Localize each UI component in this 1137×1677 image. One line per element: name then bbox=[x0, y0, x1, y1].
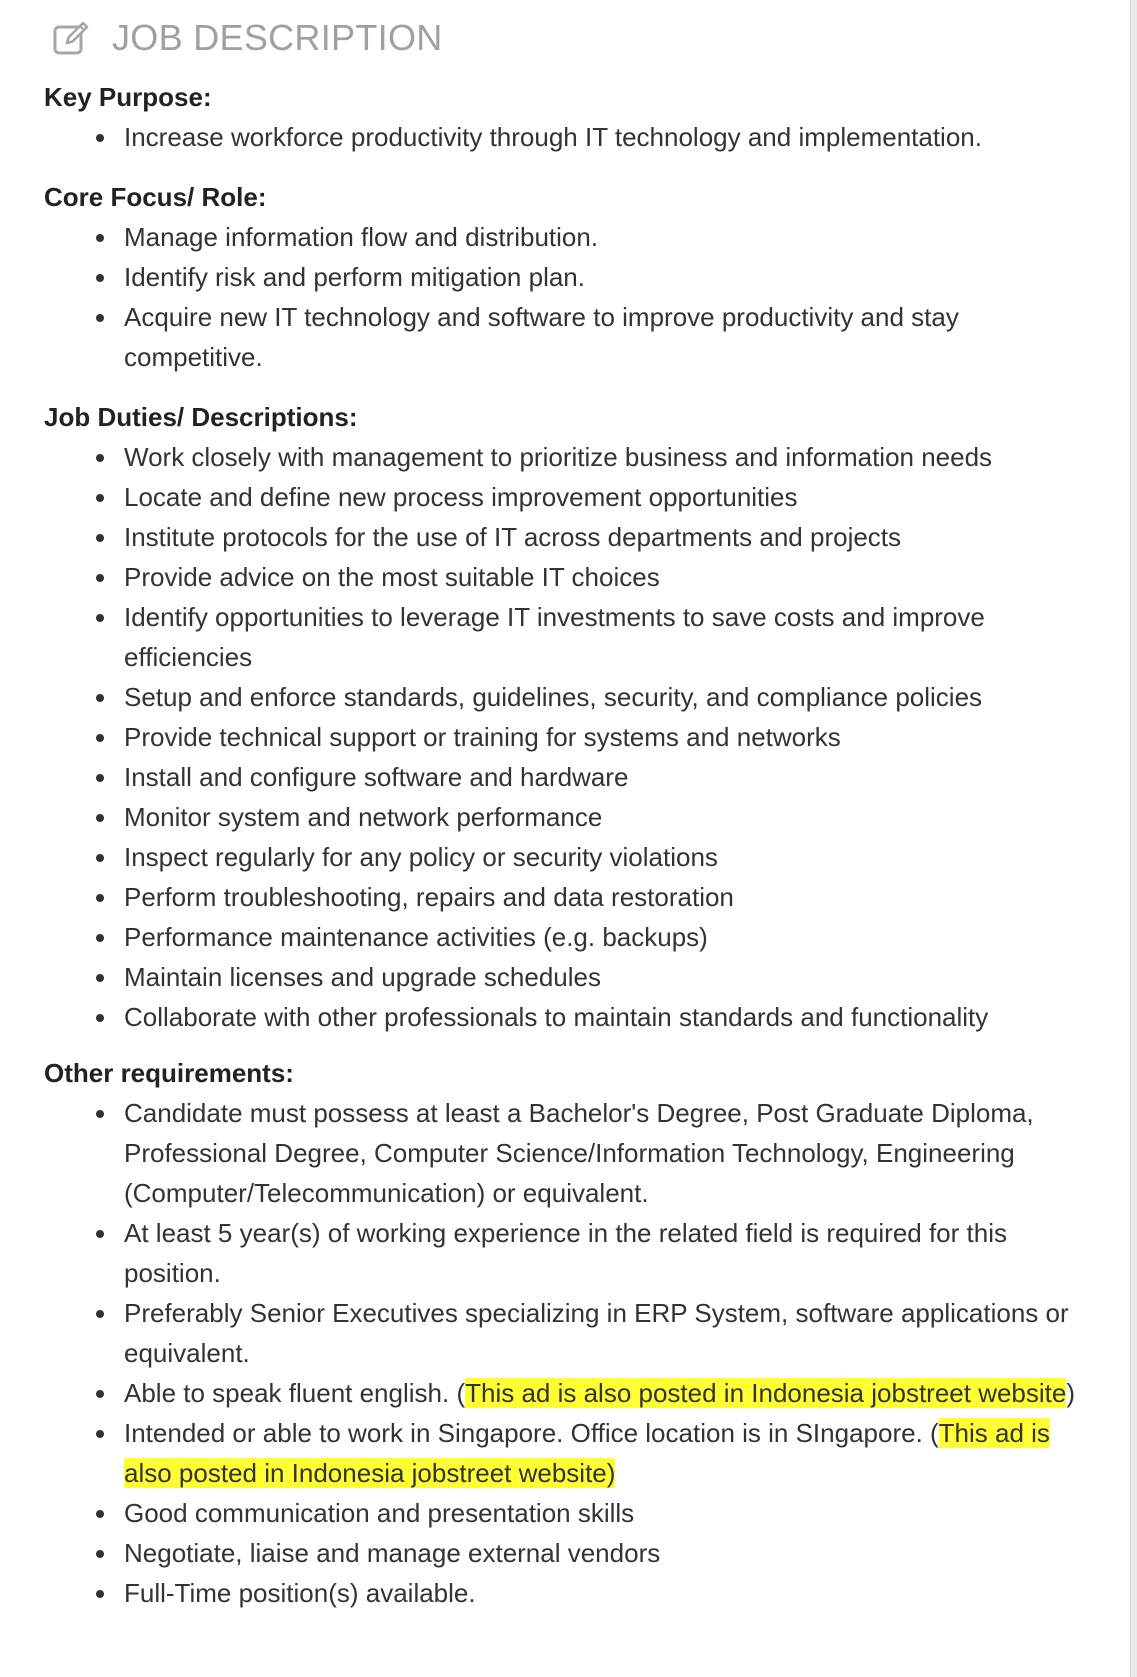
bullet-icon bbox=[96, 974, 104, 982]
list-item: Locate and define new process improvement opportunities bbox=[44, 477, 1104, 517]
bullet-list bbox=[44, 437, 1104, 1037]
bullet-icon bbox=[96, 1430, 104, 1438]
list-item-highlighted: Able to speak fluent english. (This ad is also posted in Indonesia jobstreet website) bbox=[44, 1373, 1104, 1413]
list-item: Negotiate, liaise and manage external vendors bbox=[44, 1533, 1104, 1573]
list-item: Setup and enforce standards, guidelines, security, and compliance policies bbox=[44, 677, 1104, 717]
bullet-icon bbox=[96, 274, 104, 282]
bullet-list bbox=[44, 1093, 1104, 1613]
bullet-icon bbox=[96, 1110, 104, 1118]
bullet-icon bbox=[96, 1510, 104, 1518]
bullet-list bbox=[44, 117, 1104, 157]
bullet-list bbox=[44, 217, 1104, 377]
bullet-icon bbox=[96, 1390, 104, 1398]
list-item: Identify opportunities to leverage IT investments to save costs and improve efficiencies bbox=[44, 597, 1104, 677]
section-key-purpose bbox=[44, 77, 1104, 157]
page-title: JOB DESCRIPTION bbox=[112, 17, 443, 58]
bullet-icon bbox=[96, 814, 104, 822]
list-item: At least 5 year(s) of working experience in the related field is required for this position. bbox=[44, 1213, 1104, 1293]
list-item: Performance maintenance activities (e.g. backups) bbox=[44, 917, 1104, 957]
highlighted-note: This ad is also posted in Indonesia jobstreet website) bbox=[124, 1418, 1050, 1488]
highlighted-note: This ad is also posted in Indonesia jobstreet website bbox=[465, 1378, 1067, 1408]
scrollbar-track[interactable] bbox=[1130, 0, 1137, 1677]
list-item: Good communication and presentation skills bbox=[44, 1493, 1104, 1533]
bullet-icon bbox=[96, 534, 104, 542]
bullet-icon bbox=[96, 1590, 104, 1598]
list-item: Manage information flow and distribution. bbox=[44, 217, 1104, 257]
list-item: Provide advice on the most suitable IT choices bbox=[44, 557, 1104, 597]
bullet-icon bbox=[96, 234, 104, 242]
section-heading: Job Duties/ Descriptions: bbox=[44, 402, 358, 432]
list-item: Install and configure software and hardware bbox=[44, 757, 1104, 797]
list-item: Preferably Senior Executives specializing in ERP System, software applications or equivalent. bbox=[44, 1293, 1104, 1373]
bullet-icon bbox=[96, 894, 104, 902]
list-item: Work closely with management to prioritize business and information needs bbox=[44, 437, 1104, 477]
bullet-icon bbox=[96, 454, 104, 462]
list-item: Candidate must possess at least a Bachelor's Degree, Post Graduate Diploma, Professional Degree, Computer Science/Information Technology, Engineering (Computer/Telecommunication) or equivalent. bbox=[44, 1093, 1104, 1213]
list-item: Perform troubleshooting, repairs and data restoration bbox=[44, 877, 1104, 917]
list-item: Acquire new IT technology and software to improve productivity and stay competitive. bbox=[44, 297, 1104, 377]
bullet-icon bbox=[96, 694, 104, 702]
section-job-duties bbox=[44, 397, 1104, 1037]
bullet-icon bbox=[96, 1550, 104, 1558]
list-item: Inspect regularly for any policy or security violations bbox=[44, 837, 1104, 877]
section-heading: Other requirements: bbox=[44, 1058, 294, 1088]
list-item: Provide technical support or training for systems and networks bbox=[44, 717, 1104, 757]
edit-icon bbox=[52, 19, 90, 57]
bullet-icon bbox=[96, 934, 104, 942]
bullet-icon bbox=[96, 1230, 104, 1238]
section-core-focus bbox=[44, 177, 1104, 377]
bullet-icon bbox=[96, 494, 104, 502]
list-item: Monitor system and network performance bbox=[44, 797, 1104, 837]
list-item: Institute protocols for the use of IT across departments and projects bbox=[44, 517, 1104, 557]
list-item: Maintain licenses and upgrade schedules bbox=[44, 957, 1104, 997]
section-heading: Core Focus/ Role: bbox=[44, 182, 267, 212]
bullet-icon bbox=[96, 574, 104, 582]
bullet-icon bbox=[96, 1310, 104, 1318]
section-heading: Key Purpose: bbox=[44, 82, 212, 112]
bullet-icon bbox=[96, 774, 104, 782]
bullet-icon bbox=[96, 614, 104, 622]
list-item: Identify risk and perform mitigation plan. bbox=[44, 257, 1104, 297]
list-item-highlighted: Intended or able to work in Singapore. Office location is in SIngapore. (This ad is also posted in Indonesia jobstreet website) bbox=[44, 1413, 1104, 1493]
bullet-icon bbox=[96, 314, 104, 322]
section-other-requirements bbox=[44, 1053, 1104, 1613]
job-description-header bbox=[52, 16, 443, 60]
bullet-icon bbox=[96, 1014, 104, 1022]
bullet-icon bbox=[96, 134, 104, 142]
bullet-icon bbox=[96, 734, 104, 742]
bullet-icon bbox=[96, 854, 104, 862]
list-item: Collaborate with other professionals to maintain standards and functionality bbox=[44, 997, 1104, 1037]
list-item: Increase workforce productivity through IT technology and implementation. bbox=[44, 117, 1104, 157]
list-item: Full-Time position(s) available. bbox=[44, 1573, 1104, 1613]
